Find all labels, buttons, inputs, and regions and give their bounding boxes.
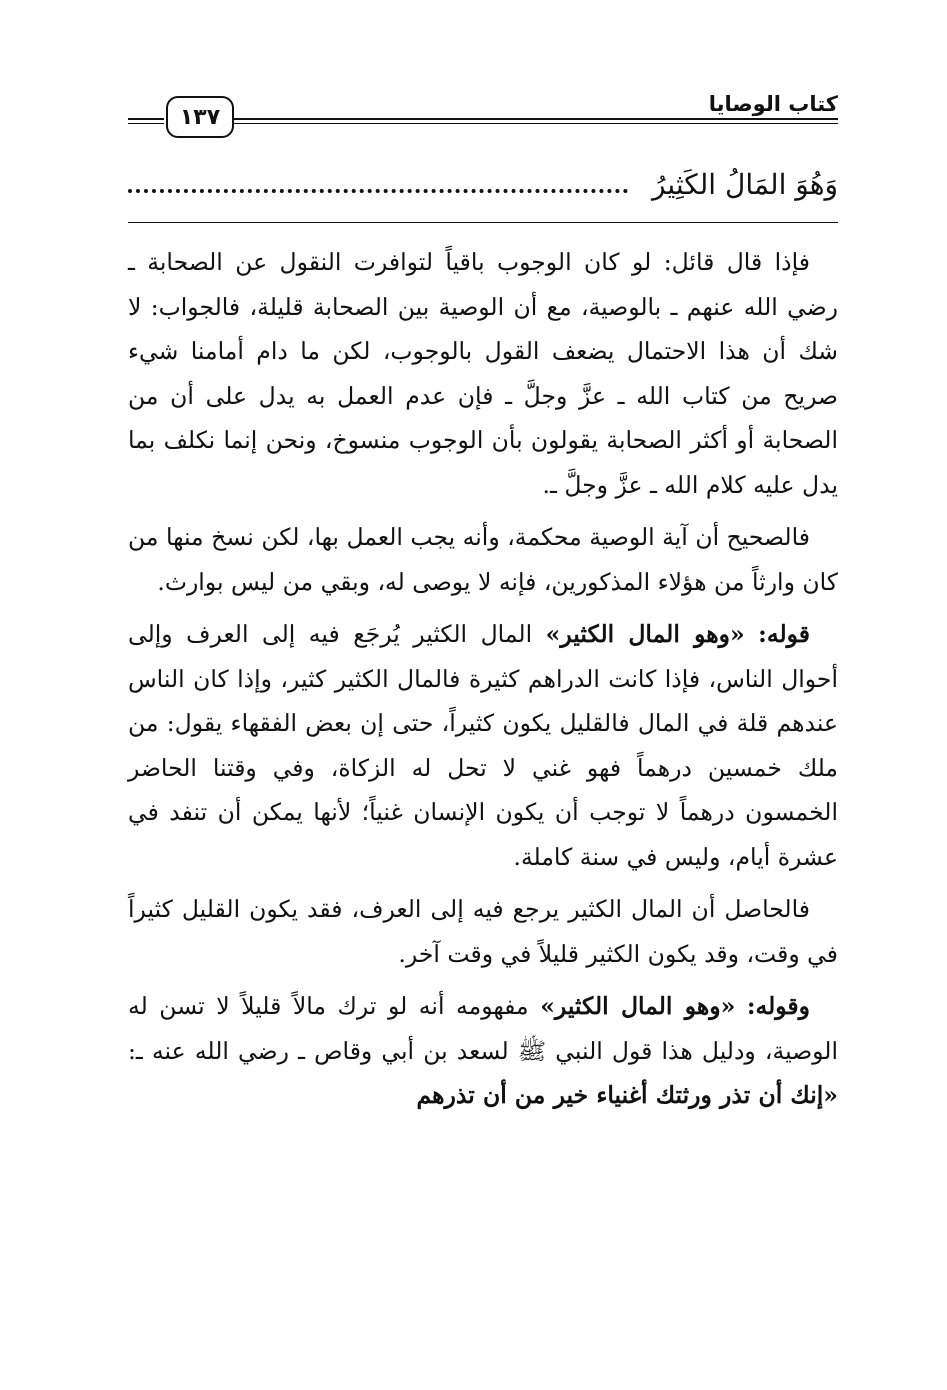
paragraph-5 (128, 984, 838, 1118)
paragraph-5-rest: مفهومه أنه لو ترك مالاً قليلاً لا تسن له الوصية، ودليل هذا قول النبي ﷺ لسعد بن أبي وقاص ـ رضي الله عنه ـ: (128, 992, 838, 1065)
heading-divider (128, 222, 838, 223)
book-title: كتاب الوصايا (708, 92, 838, 116)
page-header (128, 88, 838, 138)
header-rule-short (128, 118, 164, 124)
paragraph-5-hadith: «إنك أن تذر ورثتك أغنياء خير من أن تذرهم (416, 1081, 838, 1109)
paragraph-4: فالحاصل أن المال الكثير يرجع فيه إلى العرف، فقد يكون القليل كثيراً في وقت، وقد يكون الكثير قليلاً في وقت آخر. (128, 895, 838, 968)
paragraph-1: فإذا قال قائل: لو كان الوجوب باقياً لتوافرت النقول عن الصحابة ـ رضي الله عنهم ـ بالوصية، مع أن الوصية بين الصحابة قليلة، فالجواب: لا شك أن هذا الاحتمال يضعف القول بالوجوب، لكن ما دام أمامنا شيء صريح من كتاب الله ـ عزَّ وجلَّ ـ فإن عدم العمل به يدل على أن من الصحابة أو أكثر الصحابة يقولون بأن الوجوب منسوخ، ونحن إنما نكلف بما يدل عليه كلام الله ـ عزَّ وجلَّ ـ. (128, 248, 838, 499)
body-text (128, 240, 838, 1128)
paragraph-5-quote: «وهو المال الكثير» (540, 992, 736, 1020)
heading-dotted-leader (128, 189, 628, 193)
page-number: ١٣٧ (166, 96, 234, 138)
paragraph-3-lead: قوله: (758, 620, 810, 648)
header-rule (232, 118, 838, 124)
paragraph-2: فالصحيح أن آية الوصية محكمة، وأنه يجب العمل بها، لكن نسخ منها من كان وارثاً من هؤلاء المذكورين، فإنه لا يوصى له، وبقي من ليس بوارث. (128, 523, 838, 596)
paragraph-3-quote: «وهو المال الكثير» (545, 620, 745, 648)
section-heading (128, 160, 838, 208)
paragraph-5-lead: وقوله: (746, 992, 810, 1020)
section-heading-text: وَهُوَ المَالُ الكَثِيرُ (651, 167, 838, 201)
paragraph-3-rest: المال الكثير يُرجَع فيه إلى العرف وإلى أحوال الناس، فإذا كانت الدراهم كثيرة فالمال الكثير كثير، وإذا كان الناس عندهم قلة في المال فالقليل يكون كثيراً، حتى إن بعض الفقهاء يقول: من ملك خمسين درهماً فهو غني لا تحل له الزكاة، وفي وقتنا الحاضر الخمسون درهماً لا توجب أن يكون الإنسان غنياً؛ لأنها يمكن أن تنفد في عشرة أيام، وليس في سنة كاملة. (128, 620, 838, 871)
paragraph-3 (128, 612, 838, 879)
